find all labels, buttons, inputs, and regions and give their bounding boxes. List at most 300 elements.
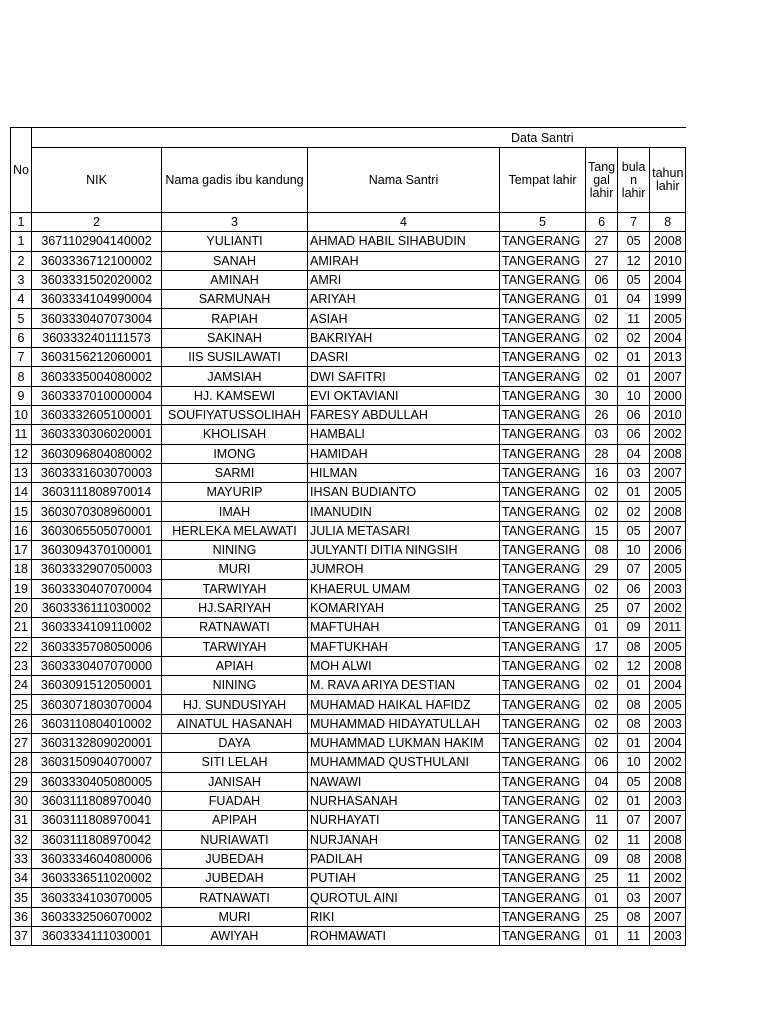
cell-thn: 2007 — [650, 367, 686, 386]
cell-tgl: 08 — [586, 541, 618, 560]
cell-bln: 01 — [618, 483, 650, 502]
cell-no: 9 — [11, 386, 32, 405]
cell-tgl: 02 — [586, 328, 618, 347]
cell-no: 14 — [11, 483, 32, 502]
cell-nama: AMRI — [308, 270, 500, 289]
cell-nik: 3603334604080006 — [32, 849, 162, 868]
cell-thn: 2008 — [650, 444, 686, 463]
cell-thn: 2005 — [650, 560, 686, 579]
cell-thn: 2000 — [650, 386, 686, 405]
cell-ibu: AINATUL HASANAH — [162, 714, 308, 733]
cell-thn: 2011 — [650, 618, 686, 637]
col-number: 5 — [500, 213, 586, 232]
header-tgl: Tang gal lahir — [586, 148, 618, 213]
table-row — [11, 290, 686, 309]
table-row — [11, 444, 686, 463]
cell-nama: DASRI — [308, 348, 500, 367]
cell-bln: 03 — [618, 463, 650, 482]
cell-no: 16 — [11, 521, 32, 540]
cell-no: 12 — [11, 444, 32, 463]
cell-bln: 08 — [618, 695, 650, 714]
cell-tgl: 30 — [586, 386, 618, 405]
group-label: Data Santri — [32, 128, 586, 148]
cell-nik: 3603330407070000 — [32, 656, 162, 675]
cell-bln: 05 — [618, 772, 650, 791]
cell-nama: AMIRAH — [308, 251, 500, 270]
cell-no: 37 — [11, 926, 32, 945]
cell-bln: 05 — [618, 270, 650, 289]
cell-no: 33 — [11, 849, 32, 868]
cell-tgl: 02 — [586, 676, 618, 695]
cell-thn: 2003 — [650, 791, 686, 810]
cell-bln: 02 — [618, 328, 650, 347]
cell-tgl: 02 — [586, 695, 618, 714]
header-thn: tahun lahir — [650, 148, 686, 213]
cell-thn: 2006 — [650, 541, 686, 560]
cell-tgl: 02 — [586, 734, 618, 753]
table-row — [11, 637, 686, 656]
cell-thn: 2005 — [650, 309, 686, 328]
cell-ibu: NINING — [162, 676, 308, 695]
cell-no: 36 — [11, 907, 32, 926]
cell-ibu: TARWIYAH — [162, 579, 308, 598]
cell-bln: 08 — [618, 907, 650, 926]
cell-bln: 01 — [618, 791, 650, 810]
cell-ibu: HJ.SARIYAH — [162, 598, 308, 617]
table-row — [11, 560, 686, 579]
cell-no: 7 — [11, 348, 32, 367]
cell-nama: RIKI — [308, 907, 500, 926]
cell-ibu: DAYA — [162, 734, 308, 753]
cell-nama: PADILAH — [308, 849, 500, 868]
cell-nama: MAFTUHAH — [308, 618, 500, 637]
cell-nik: 3603331502020002 — [32, 270, 162, 289]
cell-thn: 2002 — [650, 425, 686, 444]
cell-tempat: TANGERANG — [500, 869, 586, 888]
table-row — [11, 907, 686, 926]
cell-nama: ROHMAWATI — [308, 926, 500, 945]
table-row — [11, 791, 686, 810]
cell-nama: ARIYAH — [308, 290, 500, 309]
cell-tgl: 03 — [586, 425, 618, 444]
cell-tempat: TANGERANG — [500, 270, 586, 289]
cell-ibu: JUBEDAH — [162, 849, 308, 868]
cell-tgl: 02 — [586, 830, 618, 849]
cell-nama: QUROTUL AINI — [308, 888, 500, 907]
cell-nama: MUHAMMAD QUSTHULANI — [308, 753, 500, 772]
cell-no: 29 — [11, 772, 32, 791]
cell-nik: 3603331603070003 — [32, 463, 162, 482]
cell-nama: DWI SAFITRI — [308, 367, 500, 386]
table-row — [11, 830, 686, 849]
cell-tempat: TANGERANG — [500, 791, 586, 810]
cell-nama: JULYANTI DITIA NINGSIH — [308, 541, 500, 560]
cell-tgl: 16 — [586, 463, 618, 482]
cell-no: 25 — [11, 695, 32, 714]
cell-tempat: TANGERANG — [500, 772, 586, 791]
cell-ibu: NURIAWATI — [162, 830, 308, 849]
cell-tempat: TANGERANG — [500, 521, 586, 540]
cell-nama: NURJANAH — [308, 830, 500, 849]
cell-tgl: 06 — [586, 753, 618, 772]
cell-nik: 3671102904140002 — [32, 232, 162, 251]
table-row — [11, 502, 686, 521]
cell-nama: NAWAWI — [308, 772, 500, 791]
table-row — [11, 888, 686, 907]
cell-thn: 2008 — [650, 830, 686, 849]
santri-data-table — [10, 127, 686, 946]
table-row — [11, 714, 686, 733]
cell-no: 31 — [11, 811, 32, 830]
group-label-filler — [586, 128, 686, 148]
cell-nama: IMANUDIN — [308, 502, 500, 521]
cell-bln: 10 — [618, 386, 650, 405]
cell-tempat: TANGERANG — [500, 907, 586, 926]
cell-ibu: HJ. SUNDUSIYAH — [162, 695, 308, 714]
cell-tgl: 01 — [586, 618, 618, 637]
cell-tgl: 28 — [586, 444, 618, 463]
table-row — [11, 869, 686, 888]
column-number-row — [11, 213, 686, 232]
cell-nik: 3603091512050001 — [32, 676, 162, 695]
cell-bln: 11 — [618, 309, 650, 328]
table-row — [11, 753, 686, 772]
cell-no: 10 — [11, 405, 32, 424]
cell-tempat: TANGERANG — [500, 463, 586, 482]
cell-tempat: TANGERANG — [500, 348, 586, 367]
cell-tempat: TANGERANG — [500, 251, 586, 270]
cell-nama: JUMROH — [308, 560, 500, 579]
cell-tgl: 29 — [586, 560, 618, 579]
cell-tgl: 17 — [586, 637, 618, 656]
table-row — [11, 232, 686, 251]
cell-nama: KOMARIYAH — [308, 598, 500, 617]
cell-bln: 10 — [618, 541, 650, 560]
cell-thn: 2008 — [650, 656, 686, 675]
cell-nik: 3603330306020001 — [32, 425, 162, 444]
cell-no: 24 — [11, 676, 32, 695]
cell-tgl: 02 — [586, 502, 618, 521]
cell-bln: 11 — [618, 869, 650, 888]
cell-tempat: TANGERANG — [500, 290, 586, 309]
cell-tempat: TANGERANG — [500, 830, 586, 849]
cell-ibu: SOUFIYATUSSOLIHAH — [162, 405, 308, 424]
cell-nik: 3603065505070001 — [32, 521, 162, 540]
cell-bln: 01 — [618, 367, 650, 386]
cell-nama: MAFTUKHAH — [308, 637, 500, 656]
header-nik: NIK — [32, 148, 162, 213]
cell-tempat: TANGERANG — [500, 309, 586, 328]
cell-bln: 07 — [618, 811, 650, 830]
cell-tempat: TANGERANG — [500, 888, 586, 907]
cell-thn: 2008 — [650, 232, 686, 251]
cell-bln: 10 — [618, 753, 650, 772]
cell-ibu: JUBEDAH — [162, 869, 308, 888]
cell-nik: 3603334103070005 — [32, 888, 162, 907]
cell-nama: PUTIAH — [308, 869, 500, 888]
cell-bln: 04 — [618, 290, 650, 309]
cell-nik: 3603336511020002 — [32, 869, 162, 888]
cell-nama: JULIA METASARI — [308, 521, 500, 540]
cell-no: 21 — [11, 618, 32, 637]
cell-thn: 2008 — [650, 772, 686, 791]
cell-ibu: NINING — [162, 541, 308, 560]
cell-thn: 2003 — [650, 926, 686, 945]
cell-bln: 05 — [618, 521, 650, 540]
cell-nama: HAMBALI — [308, 425, 500, 444]
cell-thn: 2002 — [650, 869, 686, 888]
cell-tgl: 02 — [586, 348, 618, 367]
cell-ibu: YULIANTI — [162, 232, 308, 251]
cell-no: 6 — [11, 328, 32, 347]
cell-ibu: SAKINAH — [162, 328, 308, 347]
table-row — [11, 348, 686, 367]
cell-tgl: 02 — [586, 483, 618, 502]
cell-tgl: 04 — [586, 772, 618, 791]
header-nama: Nama Santri — [308, 148, 500, 213]
cell-nik: 3603071803070004 — [32, 695, 162, 714]
cell-nik: 3603334104990004 — [32, 290, 162, 309]
cell-ibu: IMAH — [162, 502, 308, 521]
cell-no: 2 — [11, 251, 32, 270]
cell-nik: 3603334109110002 — [32, 618, 162, 637]
cell-tempat: TANGERANG — [500, 811, 586, 830]
cell-tempat: TANGERANG — [500, 232, 586, 251]
col-number: 6 — [586, 213, 618, 232]
cell-tempat: TANGERANG — [500, 386, 586, 405]
cell-tgl: 25 — [586, 869, 618, 888]
table-row — [11, 367, 686, 386]
cell-thn: 2003 — [650, 579, 686, 598]
column-header-row — [11, 148, 686, 213]
cell-nik: 3603334111030001 — [32, 926, 162, 945]
cell-ibu: JANISAH — [162, 772, 308, 791]
cell-tgl: 09 — [586, 849, 618, 868]
cell-nik: 3603070308960001 — [32, 502, 162, 521]
cell-tempat: TANGERANG — [500, 926, 586, 945]
cell-tempat: TANGERANG — [500, 676, 586, 695]
cell-ibu: HJ. KAMSEWI — [162, 386, 308, 405]
cell-ibu: IIS SUSILAWATI — [162, 348, 308, 367]
cell-bln: 05 — [618, 232, 650, 251]
cell-nama: HAMIDAH — [308, 444, 500, 463]
table-row — [11, 926, 686, 945]
cell-nik: 3603094370100001 — [32, 541, 162, 560]
cell-nama: HILMAN — [308, 463, 500, 482]
cell-thn: 2007 — [650, 907, 686, 926]
table-row — [11, 579, 686, 598]
cell-ibu: AWIYAH — [162, 926, 308, 945]
cell-nik: 3603132809020001 — [32, 734, 162, 753]
cell-bln: 12 — [618, 656, 650, 675]
cell-no: 19 — [11, 579, 32, 598]
cell-nik: 3603332506070002 — [32, 907, 162, 926]
cell-no: 15 — [11, 502, 32, 521]
cell-tempat: TANGERANG — [500, 849, 586, 868]
table-row — [11, 309, 686, 328]
cell-thn: 2004 — [650, 328, 686, 347]
cell-tempat: TANGERANG — [500, 734, 586, 753]
cell-ibu: SARMUNAH — [162, 290, 308, 309]
table-row — [11, 521, 686, 540]
cell-thn: 2005 — [650, 483, 686, 502]
cell-tgl: 15 — [586, 521, 618, 540]
cell-thn: 2004 — [650, 270, 686, 289]
cell-tempat: TANGERANG — [500, 541, 586, 560]
cell-bln: 02 — [618, 502, 650, 521]
cell-thn: 2003 — [650, 714, 686, 733]
table-row — [11, 483, 686, 502]
cell-ibu: SARMI — [162, 463, 308, 482]
cell-no: 17 — [11, 541, 32, 560]
cell-ibu: MURI — [162, 560, 308, 579]
cell-no: 34 — [11, 869, 32, 888]
cell-bln: 06 — [618, 425, 650, 444]
cell-tgl: 27 — [586, 251, 618, 270]
cell-bln: 09 — [618, 618, 650, 637]
header-bln: bula n lahir — [618, 148, 650, 213]
cell-nik: 3603332907050003 — [32, 560, 162, 579]
cell-ibu: APIPAH — [162, 811, 308, 830]
header-ibu: Nama gadis ibu kandung — [162, 148, 308, 213]
cell-nama: MUHAMMAD HIDAYATULLAH — [308, 714, 500, 733]
cell-tempat: TANGERANG — [500, 328, 586, 347]
cell-ibu: TARWIYAH — [162, 637, 308, 656]
cell-no: 13 — [11, 463, 32, 482]
cell-nama: KHAERUL UMAM — [308, 579, 500, 598]
header-tempat: Tempat lahir — [500, 148, 586, 213]
cell-thn: 2010 — [650, 405, 686, 424]
table-row — [11, 251, 686, 270]
cell-nik: 3603332605100001 — [32, 405, 162, 424]
cell-bln: 11 — [618, 926, 650, 945]
cell-tgl: 26 — [586, 405, 618, 424]
col-number: 8 — [650, 213, 686, 232]
cell-no: 3 — [11, 270, 32, 289]
table-row — [11, 270, 686, 289]
cell-tgl: 01 — [586, 290, 618, 309]
cell-no: 26 — [11, 714, 32, 733]
cell-thn: 2008 — [650, 849, 686, 868]
col-number: 7 — [618, 213, 650, 232]
col-number: 4 — [308, 213, 500, 232]
cell-tempat: TANGERANG — [500, 483, 586, 502]
cell-no: 5 — [11, 309, 32, 328]
table-row — [11, 386, 686, 405]
table-row — [11, 405, 686, 424]
cell-bln: 08 — [618, 714, 650, 733]
cell-tgl: 25 — [586, 598, 618, 617]
cell-no: 11 — [11, 425, 32, 444]
cell-nama: MUHAMAD HAIKAL HAFIDZ — [308, 695, 500, 714]
cell-nama: AHMAD HABIL SIHABUDIN — [308, 232, 500, 251]
cell-thn: 2004 — [650, 734, 686, 753]
group-header-row — [11, 128, 686, 148]
cell-bln: 08 — [618, 637, 650, 656]
cell-nama: EVI OKTAVIANI — [308, 386, 500, 405]
cell-bln: 06 — [618, 579, 650, 598]
cell-bln: 04 — [618, 444, 650, 463]
cell-tempat: TANGERANG — [500, 656, 586, 675]
cell-tempat: TANGERANG — [500, 560, 586, 579]
cell-nik: 3603111808970040 — [32, 791, 162, 810]
cell-nik: 3603330405080005 — [32, 772, 162, 791]
cell-bln: 01 — [618, 676, 650, 695]
cell-bln: 01 — [618, 348, 650, 367]
cell-ibu: AMINAH — [162, 270, 308, 289]
cell-bln: 03 — [618, 888, 650, 907]
cell-tgl: 02 — [586, 714, 618, 733]
cell-tempat: TANGERANG — [500, 405, 586, 424]
cell-nama: MOH ALWI — [308, 656, 500, 675]
cell-tgl: 11 — [586, 811, 618, 830]
cell-nik: 3603337010000004 — [32, 386, 162, 405]
cell-nama: MUHAMMAD LUKMAN HAKIM — [308, 734, 500, 753]
cell-ibu: RATNAWATI — [162, 618, 308, 637]
cell-nik: 3603111808970014 — [32, 483, 162, 502]
cell-no: 28 — [11, 753, 32, 772]
cell-no: 20 — [11, 598, 32, 617]
cell-nik: 3603332401111573 — [32, 328, 162, 347]
cell-nik: 3603335708050006 — [32, 637, 162, 656]
cell-thn: 2007 — [650, 811, 686, 830]
cell-bln: 11 — [618, 830, 650, 849]
cell-nik: 3603330407073004 — [32, 309, 162, 328]
cell-tempat: TANGERANG — [500, 367, 586, 386]
cell-nik: 3603156212060001 — [32, 348, 162, 367]
cell-bln: 12 — [618, 251, 650, 270]
cell-tempat: TANGERANG — [500, 753, 586, 772]
cell-tgl: 25 — [586, 907, 618, 926]
cell-ibu: IMONG — [162, 444, 308, 463]
cell-ibu: KHOLISAH — [162, 425, 308, 444]
cell-tgl: 02 — [586, 656, 618, 675]
cell-ibu: MURI — [162, 907, 308, 926]
cell-tgl: 02 — [586, 791, 618, 810]
cell-tempat: TANGERANG — [500, 714, 586, 733]
cell-nama: NURHASANAH — [308, 791, 500, 810]
table-row — [11, 676, 686, 695]
table-row — [11, 328, 686, 347]
cell-ibu: HERLEKA MELAWATI — [162, 521, 308, 540]
cell-ibu: MAYURIP — [162, 483, 308, 502]
cell-thn: 2004 — [650, 676, 686, 695]
table-row — [11, 656, 686, 675]
cell-thn: 2005 — [650, 637, 686, 656]
cell-no: 32 — [11, 830, 32, 849]
cell-tempat: TANGERANG — [500, 579, 586, 598]
table-row — [11, 541, 686, 560]
table-row — [11, 811, 686, 830]
cell-no: 18 — [11, 560, 32, 579]
cell-no: 22 — [11, 637, 32, 656]
cell-bln: 06 — [618, 405, 650, 424]
cell-ibu: FUADAH — [162, 791, 308, 810]
cell-nik: 3603111808970042 — [32, 830, 162, 849]
col-number: 2 — [32, 213, 162, 232]
cell-nama: FARESY ABDULLAH — [308, 405, 500, 424]
cell-bln: 08 — [618, 849, 650, 868]
col-number: 3 — [162, 213, 308, 232]
table-row — [11, 425, 686, 444]
table-row — [11, 772, 686, 791]
cell-thn: 2007 — [650, 521, 686, 540]
cell-nama: NURHAYATI — [308, 811, 500, 830]
cell-tempat: TANGERANG — [500, 502, 586, 521]
table-row — [11, 618, 686, 637]
cell-tempat: TANGERANG — [500, 695, 586, 714]
cell-no: 8 — [11, 367, 32, 386]
